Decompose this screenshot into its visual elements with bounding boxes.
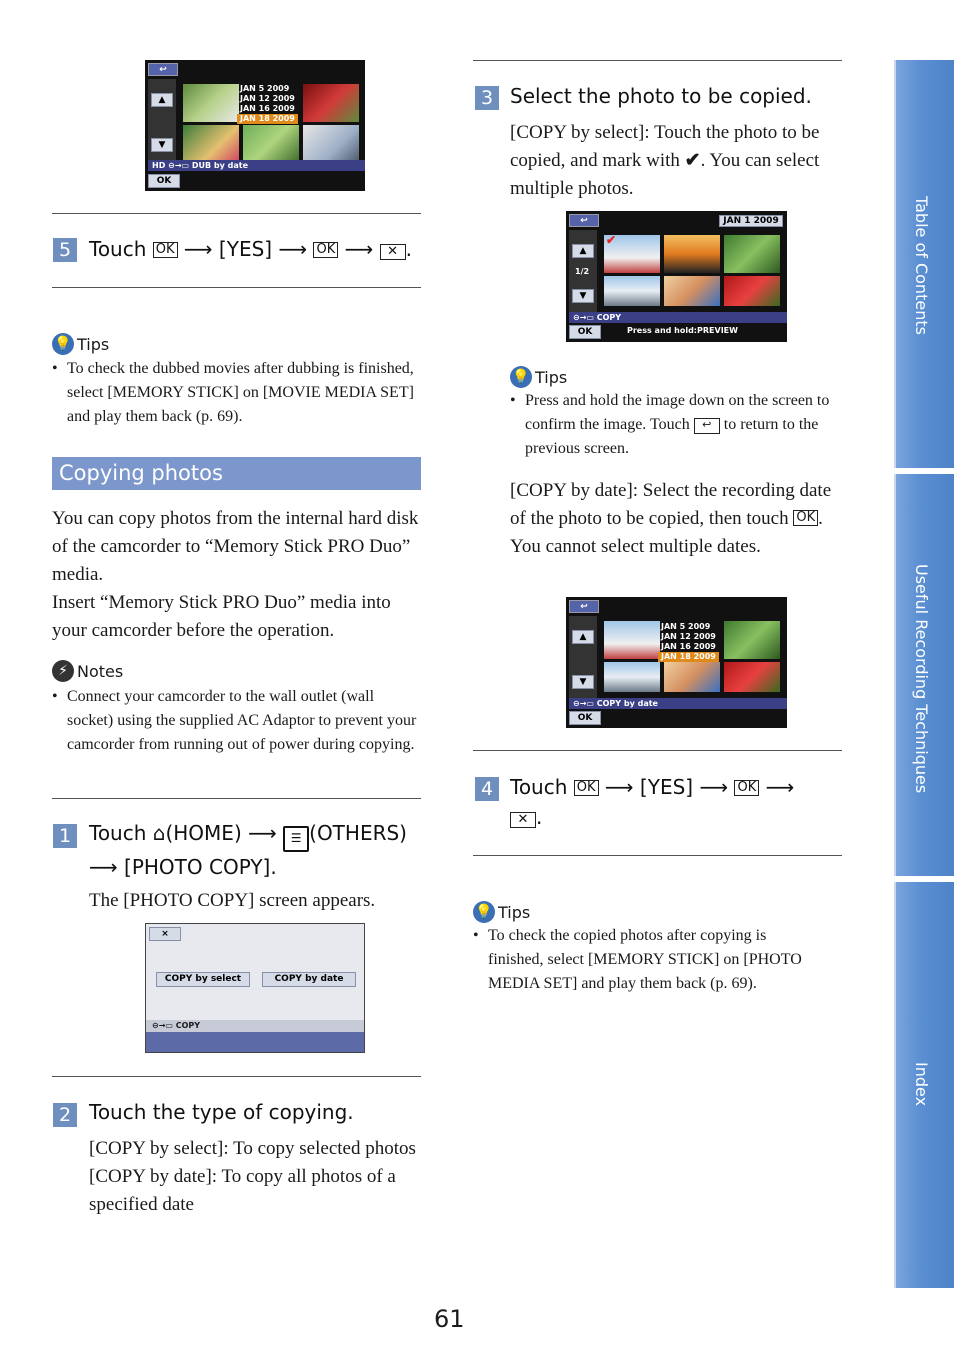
notes-heading: ⚡ Notes xyxy=(52,660,123,682)
scroll-down-button[interactable]: ▼ xyxy=(151,138,173,152)
copy-by-date-description: [COPY by date]: Select the recording date of the photo to be copied, then touch OK . You cannot select multiple dates. xyxy=(510,480,832,557)
photo-thumb-selected[interactable] xyxy=(604,235,660,273)
photo-thumb[interactable] xyxy=(664,276,720,306)
step3-description: [COPY by select]: Touch the photo to be copied, and mark with ✔. You can select multiple photos. xyxy=(510,122,820,199)
step5-instruction: Touch OK ⟶ [YES] ⟶ OK ⟶ ✕ . xyxy=(89,237,412,261)
close-button[interactable]: × xyxy=(149,927,181,941)
date-label[interactable]: JAN 16 2009 xyxy=(240,104,295,113)
intro-paragraph: You can copy photos from the internal hard disk of the camcorder to “Memory Stick PRO Duo” media. Insert “Memory Stick PRO Duo” media into your camcorder before the operation. xyxy=(52,508,419,641)
notes-list xyxy=(52,685,417,757)
tips-list xyxy=(52,357,424,429)
list-item: • To check the copied photos after copying is finished, select [MEMORY STICK] on [PHOTO MEDIA SET] and play them back (p. 69). xyxy=(473,924,818,996)
scroll-up-button[interactable]: ▲ xyxy=(151,93,173,107)
step2-title: Touch the type of copying. xyxy=(89,1100,354,1124)
dub-label: DUB by date xyxy=(191,161,248,170)
screen-status-bar: ⊖→▭ COPY xyxy=(569,312,787,323)
checkmark-icon: ✔ xyxy=(684,150,701,171)
step-number: 5 xyxy=(53,238,77,262)
list-item: • Press and hold the image down on the screen to confirm the image. Touch ↩ to return to the previous screen. xyxy=(510,389,840,461)
copy-date-screen xyxy=(566,597,787,728)
lightbulb-icon: 💡 xyxy=(510,366,532,388)
photo-copy-screen xyxy=(145,923,365,1053)
date-label-selected[interactable]: JAN 18 2009 xyxy=(237,114,298,124)
photo-thumb[interactable] xyxy=(724,662,780,692)
ok-icon: OK xyxy=(153,242,178,258)
tips-heading: 💡 Tips xyxy=(510,366,567,388)
close-icon: ✕ xyxy=(510,812,536,828)
back-button[interactable]: ↩ xyxy=(148,63,178,76)
date-display: JAN 1 2009 xyxy=(719,215,783,227)
lightbulb-icon: 💡 xyxy=(473,901,495,923)
lightbulb-icon: 💡 xyxy=(52,333,74,355)
tab-index[interactable]: Index xyxy=(894,882,954,1288)
ok-icon: OK xyxy=(793,510,818,526)
scroll-down-button[interactable]: ▼ xyxy=(572,289,594,303)
screen-status-bar: ⊖→▭ COPY xyxy=(146,1020,364,1032)
back-button[interactable]: ↩ xyxy=(569,214,599,227)
photo-thumb[interactable] xyxy=(183,84,239,122)
hdd-to-memorystick-icon: ⊖→▭ xyxy=(152,1021,176,1030)
preview-hint: Press and hold:PREVIEW xyxy=(627,326,738,335)
copy-by-date-button[interactable]: COPY by date xyxy=(262,972,356,987)
tab-table-of-contents[interactable]: Table of Contents xyxy=(894,60,954,468)
photo-thumb[interactable] xyxy=(724,235,780,273)
step-number: 1 xyxy=(53,824,77,848)
dub-by-date-screen xyxy=(145,60,365,191)
date-label-selected[interactable]: JAN 18 2009 xyxy=(658,652,719,662)
scroll-down-button[interactable]: ▼ xyxy=(572,675,594,689)
photo-thumb[interactable] xyxy=(183,125,239,163)
step-number: 3 xyxy=(475,86,499,110)
photo-thumb[interactable] xyxy=(303,84,359,122)
ok-icon: OK xyxy=(734,780,759,796)
date-label[interactable]: JAN 12 2009 xyxy=(661,632,716,641)
photo-thumb[interactable] xyxy=(243,125,299,163)
copy-select-screen xyxy=(566,211,787,342)
photo-thumb[interactable] xyxy=(604,662,660,692)
copy-by-select-button[interactable]: COPY by select xyxy=(156,972,250,987)
ok-button[interactable]: OK xyxy=(569,711,601,725)
tab-useful-recording-techniques[interactable]: Useful Recording Techniques xyxy=(894,474,954,876)
checkmark-icon: ✔ xyxy=(606,233,617,247)
date-label[interactable]: JAN 5 2009 xyxy=(240,84,290,93)
scroll-up-button[interactable]: ▲ xyxy=(572,244,594,258)
step4-instruction: Touch OK ⟶ [YES] ⟶ OK ⟶ ✕ . xyxy=(510,775,795,829)
photo-thumb[interactable] xyxy=(303,125,359,163)
page-indicator: 1/2 xyxy=(575,267,590,276)
step2-description: [COPY by select]: To copy selected photos [COPY by date]: To copy all photos of a specified date xyxy=(89,1138,416,1215)
tips-list xyxy=(510,389,840,461)
ok-button[interactable]: OK xyxy=(148,174,180,188)
home-icon: ⌂ xyxy=(152,821,166,845)
back-button[interactable]: ↩ xyxy=(569,600,599,613)
hdd-to-memorystick-icon: ⊖→▭ xyxy=(573,313,597,322)
date-label[interactable]: JAN 16 2009 xyxy=(661,642,716,651)
notes-icon: ⚡ xyxy=(52,660,74,682)
photo-thumb[interactable] xyxy=(604,276,660,306)
photo-thumb[interactable] xyxy=(724,276,780,306)
ok-button[interactable]: OK xyxy=(569,325,601,339)
ok-icon: OK xyxy=(313,242,338,258)
photo-thumb[interactable] xyxy=(664,662,720,692)
date-label[interactable]: JAN 12 2009 xyxy=(240,94,295,103)
others-icon: ☰ xyxy=(283,826,309,852)
section-heading: Copying photos xyxy=(52,457,421,490)
back-icon: ↩ xyxy=(694,418,720,434)
page-number: 61 xyxy=(434,1305,465,1333)
screen-status-bar xyxy=(148,160,365,171)
hdd-to-memorystick-icon: HD ⊖→▭ xyxy=(152,161,192,170)
step3-title: Select the photo to be copied. xyxy=(510,84,812,108)
scroll-up-button[interactable]: ▲ xyxy=(572,630,594,644)
tips-list xyxy=(473,924,818,996)
step-number: 4 xyxy=(475,777,499,801)
list-item: • Connect your camcorder to the wall outlet (wall socket) using the supplied AC Adaptor to prevent your camcorder from running out of power during copying. xyxy=(52,685,417,757)
photo-thumb[interactable] xyxy=(664,235,720,273)
ok-icon: OK xyxy=(574,780,599,796)
close-icon: ✕ xyxy=(380,244,406,260)
list-item: • To check the dubbed movies after dubbing is finished, select [MEMORY STICK] on [MOVIE MEDIA SET] and play them back (p. 69). xyxy=(52,357,424,429)
photo-thumb[interactable] xyxy=(724,621,780,659)
photo-thumb[interactable] xyxy=(604,621,660,659)
tips-heading: 💡 Tips xyxy=(52,333,109,355)
date-label[interactable]: JAN 5 2009 xyxy=(661,622,711,631)
hdd-to-memorystick-icon: ⊖→▭ xyxy=(573,699,597,708)
step-number: 2 xyxy=(53,1103,77,1127)
step1-instruction: Touch ⌂(HOME) ⟶ ☰ (OTHERS) ⟶ [PHOTO COPY]. xyxy=(89,821,407,879)
step1-description: The [PHOTO COPY] screen appears. xyxy=(89,890,376,911)
tips-heading: 💡 Tips xyxy=(473,901,530,923)
screen-status-bar: ⊖→▭ COPY by date xyxy=(569,698,787,709)
